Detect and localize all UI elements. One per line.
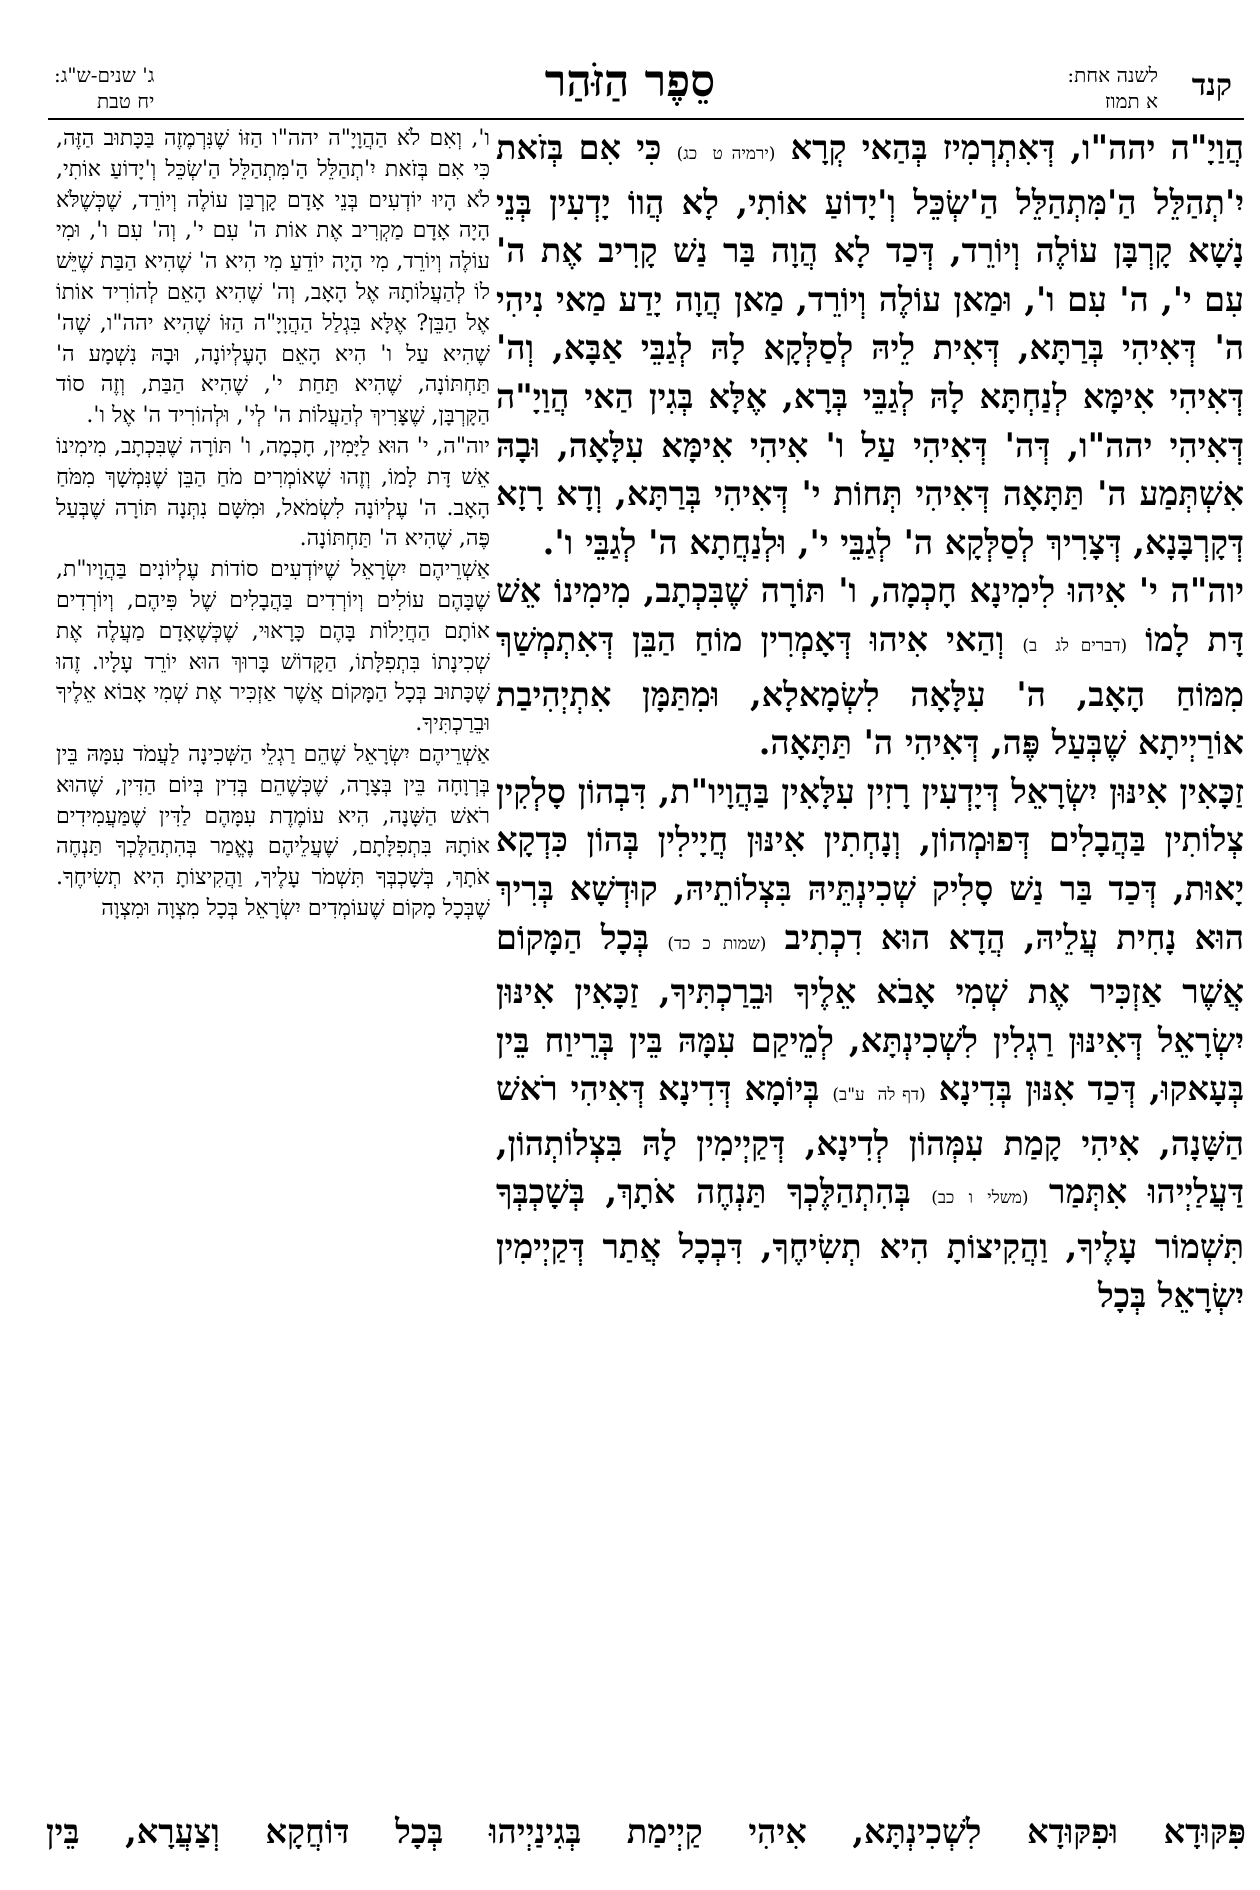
- main-paragraph: [496, 567, 1244, 767]
- verse-reference: (משלי ו כב): [931, 1188, 1029, 1209]
- daily-plan-line-1: ג' שנים-ש"ג:: [54, 63, 155, 87]
- commentary-paragraph: אַשְׁרֵיהֶם יִשְׂרָאֵל שֶׁהֵם רַגְלֵי הַשְּׁכִינָה לַעֲמֹד עִמָּהּ בֵּין בְּרְוָחָה בֵּין בְּצָרָה, שֶׁכְּשֶׁהֵם בְּדִין בְּיוֹם הַדִּין, שֶׁהוּא רֹאשׁ הַשָּׁנָה, הִיא עוֹמֶדֶת עִמָּהֶם לַדִּין שֶׁמַּעֲמִידִים אוֹתָהּ בִּתְפִלָּתָם, שֶׁעֲלֵיהֶם נֶאֱמַר בְּהִתְהַלֶּכְךָ תַּנְחֶה אֹתָךְ, בְּשָׁכְבְּךָ תִּשְׁמֹר עָלֶיךָ, וַהֲקִיצוֹתָ הִיא תְשִׂיחֶךָ. שֶׁבְּכָל מָקוֹם שֶׁעוֹמְדִים יִשְׂרָאֵל בְּכָל מִצְוָה וּמִצְוָה: [56, 741, 490, 921]
- commentary-paragraph: יוה"ה, י' הוּא לַיָּמִין, חָכְמָה, ו' תּוֹרָה שֶׁבִּכְתָב, מִימִינוֹ אֵשׁ דָּת לָמוֹ, וְזֶהוּ שֶׁאוֹמְרִים מֹחַ הַבֵּן שֶׁנִּמְשָׁךְ מִמֹּחַ הָאָב. ה' עֶלְיוֹנָה לִשְׂמֹאל, וּמִשָּׁם נִתְּנָה תּוֹרָה שֶׁבְּעַל פֶּה, שֶׁהִיא ה' תַּחְתּוֹנָה.: [56, 433, 490, 552]
- page-number: קנד: [1191, 68, 1232, 103]
- study-plan-line-2: א תמוז: [1104, 89, 1158, 113]
- page-reference: (דף לה: [877, 1085, 926, 1106]
- verse-reference: (ירמיה ט: [712, 144, 776, 164]
- main-text-segment: בְּיוֹמָא דְּדִינָא דְּאִיהִי רֹאשׁ הַשָּׁנָה, אִיהִי קָמַת עִמְּהוֹן לְדִינָא, דְּקַיְימִין לָהּ בִּצְלוֹתְהוֹן, דַּעֲלַיְיהוּ אִתְּמַר: [496, 1069, 1244, 1212]
- main-text-segment: יוה"ה י' אִיהוּ לִימִינָא חָכְמָה, ו' תּוֹרָה שֶׁבִּכְתָב, מִימִינוֹ אֵשׁ דָּת לָמוֹ: [496, 571, 1244, 659]
- verse-reference: (שמות כ כד): [667, 933, 767, 954]
- verse-reference: כג): [676, 144, 698, 164]
- main-text-segment: בְּכָל הַמָּקוֹם אֲשֶׁר אַזְכִּיר אֶת שְׁמִי אָבֹא אֵלֶיךָ וּבֵרַכְתִּיךָ, זַכָּאִין אִינּוּן יִשְׂרָאֵל דְּאִינּוּן רַגְלִין לִשְׁכִינְתָּא, לְמֵיקַם עִמָּהּ בֵּין בְּרֵיוַח בֵּין בְּעָאקוּ, דְּכַד אִנּוּן בְּדִינָא: [496, 917, 1244, 1109]
- main-paragraph: [496, 768, 1244, 1321]
- verse-reference: ב): [1022, 635, 1038, 656]
- book-title: סֵפֶר הַזֹּהַר: [544, 56, 716, 107]
- main-text-segment: בְּהִתְהַלֶּכְךָ תַּנְחֶה אֹתָךְ, בְּשָׁכְבְּךָ תִּשְׁמוֹר עָלֶיךָ, וַהֲקִיצוֹתָ הִיא תְשִׂיחֶךָ, דִּבְכָל אֲתַר דְּקַיְימִין יִשְׂרָאֵל בְּכָל: [496, 1172, 1244, 1315]
- main-text-segment: הֲוַיָ"ה יהה"ו, דְּאִתְרְמִיז בְּהַאי קְרָא: [790, 128, 1244, 167]
- page-reference: ע"ב): [832, 1085, 865, 1106]
- verse-reference: (דברים לג: [1055, 635, 1128, 656]
- study-plan-line-1: לשנה אחת:: [1067, 63, 1158, 87]
- header-divider: [48, 118, 1244, 120]
- main-text-segment: כִּי אִם בְּזֹאת יִ'תְהַלֵּל הַ'מִּתְהַלֵּל הַ'שְׂכֵּל וְ'יָדוֹעַ אוֹתִי, לָא הֲווֹ יָדְעִין בְּנֵי נָשָׁא קָרְבָּן עוֹלֶה וְיוֹרֵד, דְּכַד לָא הֲוָה בַּר נַשׁ קָרִיב אֶת ה' עִם י', ה' עִם ו', וּמַאן עוֹלֶה וְיוֹרֵד, מַאן הֲוָה יָדַע מַאי נִיהִי ה' דְּאִיהִי בְּרַתָּא, דְּאִית לֵיהּ לְסַלְּקָא לָהּ לְגַבֵּי אַבָּא, וְה' דְּאִיהִי אִימָּא לְנַחְתָּא לָהּ לְגַבֵּי בְּרָא, אֶלָּא בְּגִין הַאי הֲוַיָ"ה דְּאִיהִי יהה"ו, דְּה' דְּאִיהִי עַל ו' אִיהִי אִימָּא עִלָּאָה, וּבָהּ אִשְׁתְּמַע ה' תַּתָּאָה דְּאִיהִי תְּחוֹת י' דְּאִיהִי בְּרַתָּא, וְדָא רָזָא דְּקָרְבָּנָא, דְּצָרִיךְ לְסַלְּקָא ה' לְגַבֵּי י', וּלְנַחֲתָא ה' לְגַבֵּי ו'.: [496, 128, 1244, 562]
- commentary-paragraph: ו', וְאִם לֹא הַהֲוָיָ"ה יהה"ו הַזּוֹ שֶׁנִּרְמֶזֶה בַּכָּתוּב הַזֶּה, כִּי אִם בְּזֹאת יִ'תְהַלֵּל הַ'מִּתְהַלֵּל הַ'שְׂכֵּל וְ'יָדוֹעַ אוֹתִי, לֹא הָיוּ יוֹדְעִים בְּנֵי אָדָם קָרְבַּן עוֹלֶה וְיוֹרֵד, שֶׁכְּשֶׁלֹּא הָיָה אָדָם מַקְרִיב אֶת אוֹת ה' עִם י', וְה' עִם ו', וּמִי עוֹלֶה וְיוֹרֵד, מִי הָיָה יוֹדֵעַ מִי הִיא ה' שֶׁהִיא הַבַּת שֶׁיֵּשׁ לוֹ לְהַעֲלוֹתָהּ אֶל הָאָב, וְה' שֶׁהִיא הָאֵם לְהוֹרִיד אוֹתוֹ אֶל הַבֵּן? אֶלָּא בִּגְלַל הַהֲוָיָ"ה הַזּוֹ שֶׁהִיא יהה"ו, שֶׁה' שֶׁהִיא עַל ו' הִיא הָאֵם הָעֶלְיוֹנָה, וּבָהּ נִשְׁמָע ה' תַּחְתּוֹנָה, שֶׁהִיא תַּחַת י', שֶׁהִיא הַבַּת, וְזֶה סוֹד הַקָּרְבָּן, שֶׁצָּרִיךְ לְהַעֲלוֹת ה' לְי', וּלְהוֹרִיד ה' אֶל ו'.: [56, 126, 490, 429]
- commentary-column: [56, 124, 490, 1764]
- bottom-full-width-line: פִּקּוּדָא וּפִקּוּדָא לִשְׁכִינְתָּא, אִיהִי קַיְימַת בְּגִינַיְיהוּ בְּכָל דּוֹחֲקָא וְצַעֲרָא, בֵּין: [46, 1812, 1246, 1851]
- main-text-segment: וְהַאי אִיהוּ דְּאָמְרִין מוֹחַ הַבֵּן דְּאִתְמְשַׁךְ מִמּוֹחַ הָאָב, ה' עִלָּאָה לִשְׂמָאלָא, וּמִתַּמָּן אִתְיְהִיבַת אוֹרַיְיתָא שֶׁבְּעַל פֶּה, דְּאִיהִי ה' תַּתָּאָה.: [496, 619, 1244, 763]
- main-paragraph: [496, 124, 1244, 567]
- main-text-segment: זַכָּאִין אִינּוּן יִשְׂרָאֵל דְּיָדְעִין רָזִין עִלָּאִין בַּהֲוָיו"ת, דִּבְהוֹן סָלְקִין צְלוֹתִין בַּהֲבָלִים דְּפוּמְהוֹן, וְנָחְתִין אִינּוּן חֲיָילִין בְּהוֹן כִּדְקָא יָאוּת, דְּכַד בַּר נַשׁ סָלִיק שְׁכִינְתֵּיהּ בִּצְלוֹתֵיהּ, קוּדְשָׁא בְּרִיךְ הוּא נָחִית עֲלֵיהּ, הֲדָא הוּא דִכְתִיב: [496, 771, 1244, 957]
- main-text-column: [496, 124, 1244, 1764]
- commentary-paragraph: אַשְׁרֵיהֶם יִשְׂרָאֵל שֶׁיּוֹדְעִים סוֹדוֹת עֶלְיוֹנִים בַּהֲוָיו"ת, שֶׁבָּהֶם עוֹלִים וְיוֹרְדִים בַּהֲבָלִים שֶׁל פִּיהֶם, וְיוֹרְדִים אוֹתָם הַחֲיָלוֹת בָּהֶם כָּרָאוּי, שֶׁכְּשֶׁאָדָם מַעֲלֶה אֶת שְׁכִינָתוֹ בִּתְפִלָּתוֹ, הַקָּדוֹשׁ בָּרוּךְ הוּא יוֹרֵד עָלָיו. זֶהוּ שֶׁכָּתוּב בְּכָל הַמָּקוֹם אֲשֶׁר אַזְכִּיר אֶת שְׁמִי אָבוֹא אֵלֶיךָ וּבֵרַכְתִּיךָ.: [56, 557, 490, 737]
- daily-plan-label: [54, 62, 154, 114]
- daily-plan-line-2: יח טבת: [96, 89, 155, 113]
